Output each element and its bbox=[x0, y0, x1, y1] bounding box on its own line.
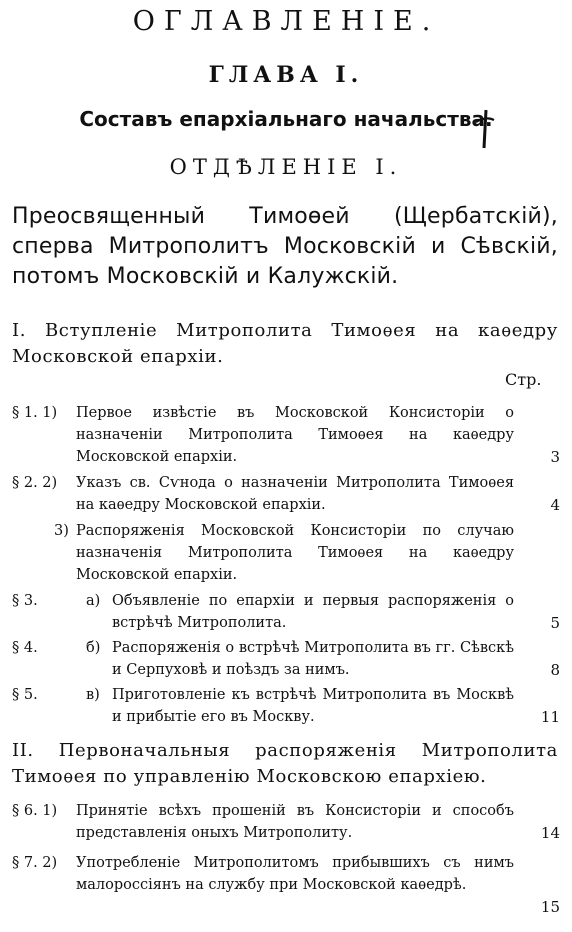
part-2-title: Первоначальныя распоряженія Митрополита Тимоѳея по управленію Московскою епархіею. bbox=[12, 740, 558, 787]
part-1-numeral: I. bbox=[12, 320, 27, 341]
part-1-title: Вступленіе Митрополита Тимоѳея на каѳедру Московской епархіи. bbox=[12, 320, 558, 367]
entry-page: 5 bbox=[550, 614, 560, 632]
toc-entry[interactable] bbox=[12, 684, 560, 728]
entry-text: Первое извѣстіе въ Московской Консисторіи о назначеніи Митрополита Тимоѳея на каѳедру Московской епархіи. bbox=[76, 405, 514, 465]
person-title: Преосвященный Тимоѳей (Щербатскій), сперва Митрополитъ Московскій и Сѣвскій, потомъ Московскій и Калужскій. bbox=[12, 204, 558, 289]
page-column-label: Стр. bbox=[505, 370, 542, 389]
entry-page: 11 bbox=[540, 708, 560, 726]
toc-title: ОГЛАВЛЕНІЕ. bbox=[132, 6, 440, 37]
toc-entry[interactable] bbox=[12, 402, 560, 468]
entry-text: Указъ св. Сѵнода о назначеніи Митрополита Тимоѳея на каѳедру Московской епархіи. bbox=[76, 475, 514, 513]
entry-page: 8 bbox=[550, 661, 560, 679]
entry-text: Принятіе всѣхъ прошеній въ Консисторіи и способъ представленія оныхъ Митрополиту. bbox=[76, 803, 514, 841]
part-2-heading bbox=[12, 738, 558, 790]
entry-paragraph: § 5. bbox=[12, 687, 38, 703]
part-1-heading bbox=[12, 318, 558, 370]
entry-paragraph: 3) bbox=[54, 523, 69, 539]
entry-text: Употребленіе Митрополитомъ прибывшихъ съ нимъ малороссіянъ на службу при Московской каѳедрѣ. bbox=[76, 855, 514, 893]
entry-subitem: в) bbox=[86, 687, 100, 703]
entry-page: 14 bbox=[540, 824, 560, 842]
entry-paragraph: § 3. bbox=[12, 593, 38, 609]
pencil-mark-icon bbox=[472, 108, 498, 152]
part-2-numeral: II. bbox=[12, 740, 34, 761]
toc-entry[interactable] bbox=[12, 852, 560, 918]
entry-subitem: б) bbox=[86, 640, 101, 656]
entry-page: 3 bbox=[550, 448, 560, 466]
entry-paragraph: § 7. 2) bbox=[12, 855, 58, 871]
entry-text: Распоряженія о встрѣчѣ Митрополита въ гг. Сѣвскѣ и Серпуховѣ и поѣздъ за нимъ. bbox=[112, 640, 514, 678]
toc-entry[interactable] bbox=[12, 590, 560, 634]
chapter-heading: ГЛАВА I. bbox=[208, 62, 364, 88]
entry-text: Приготовленіе къ встрѣчѣ Митрополита въ Москвѣ и прибытіе его въ Москву. bbox=[112, 687, 514, 725]
entry-paragraph: § 2. 2) bbox=[12, 475, 58, 491]
entry-paragraph: § 6. 1) bbox=[12, 803, 58, 819]
entry-page: 4 bbox=[550, 496, 560, 514]
toc-entry[interactable] bbox=[12, 520, 560, 586]
toc-entry[interactable] bbox=[12, 472, 560, 516]
entry-subitem: а) bbox=[86, 593, 101, 609]
entry-text: Распоряженія Московской Консисторіи по случаю назначенія Митрополита Тимоѳея на каѳедру Московской епархіи. bbox=[76, 523, 514, 583]
chapter-title: Составъ епархіальнаго начальства. bbox=[79, 107, 493, 131]
entry-paragraph: § 4. bbox=[12, 640, 38, 656]
toc-entry[interactable] bbox=[12, 800, 560, 844]
entry-text: Объявленіе по епархіи и первыя распоряженія о встрѣчѣ Митрополита. bbox=[112, 593, 514, 631]
entry-paragraph: § 1. 1) bbox=[12, 405, 58, 421]
section-heading: ОТДѢЛЕНІЕ I. bbox=[169, 155, 403, 179]
entry-page: 15 bbox=[540, 898, 560, 916]
toc-entry[interactable] bbox=[12, 637, 560, 681]
